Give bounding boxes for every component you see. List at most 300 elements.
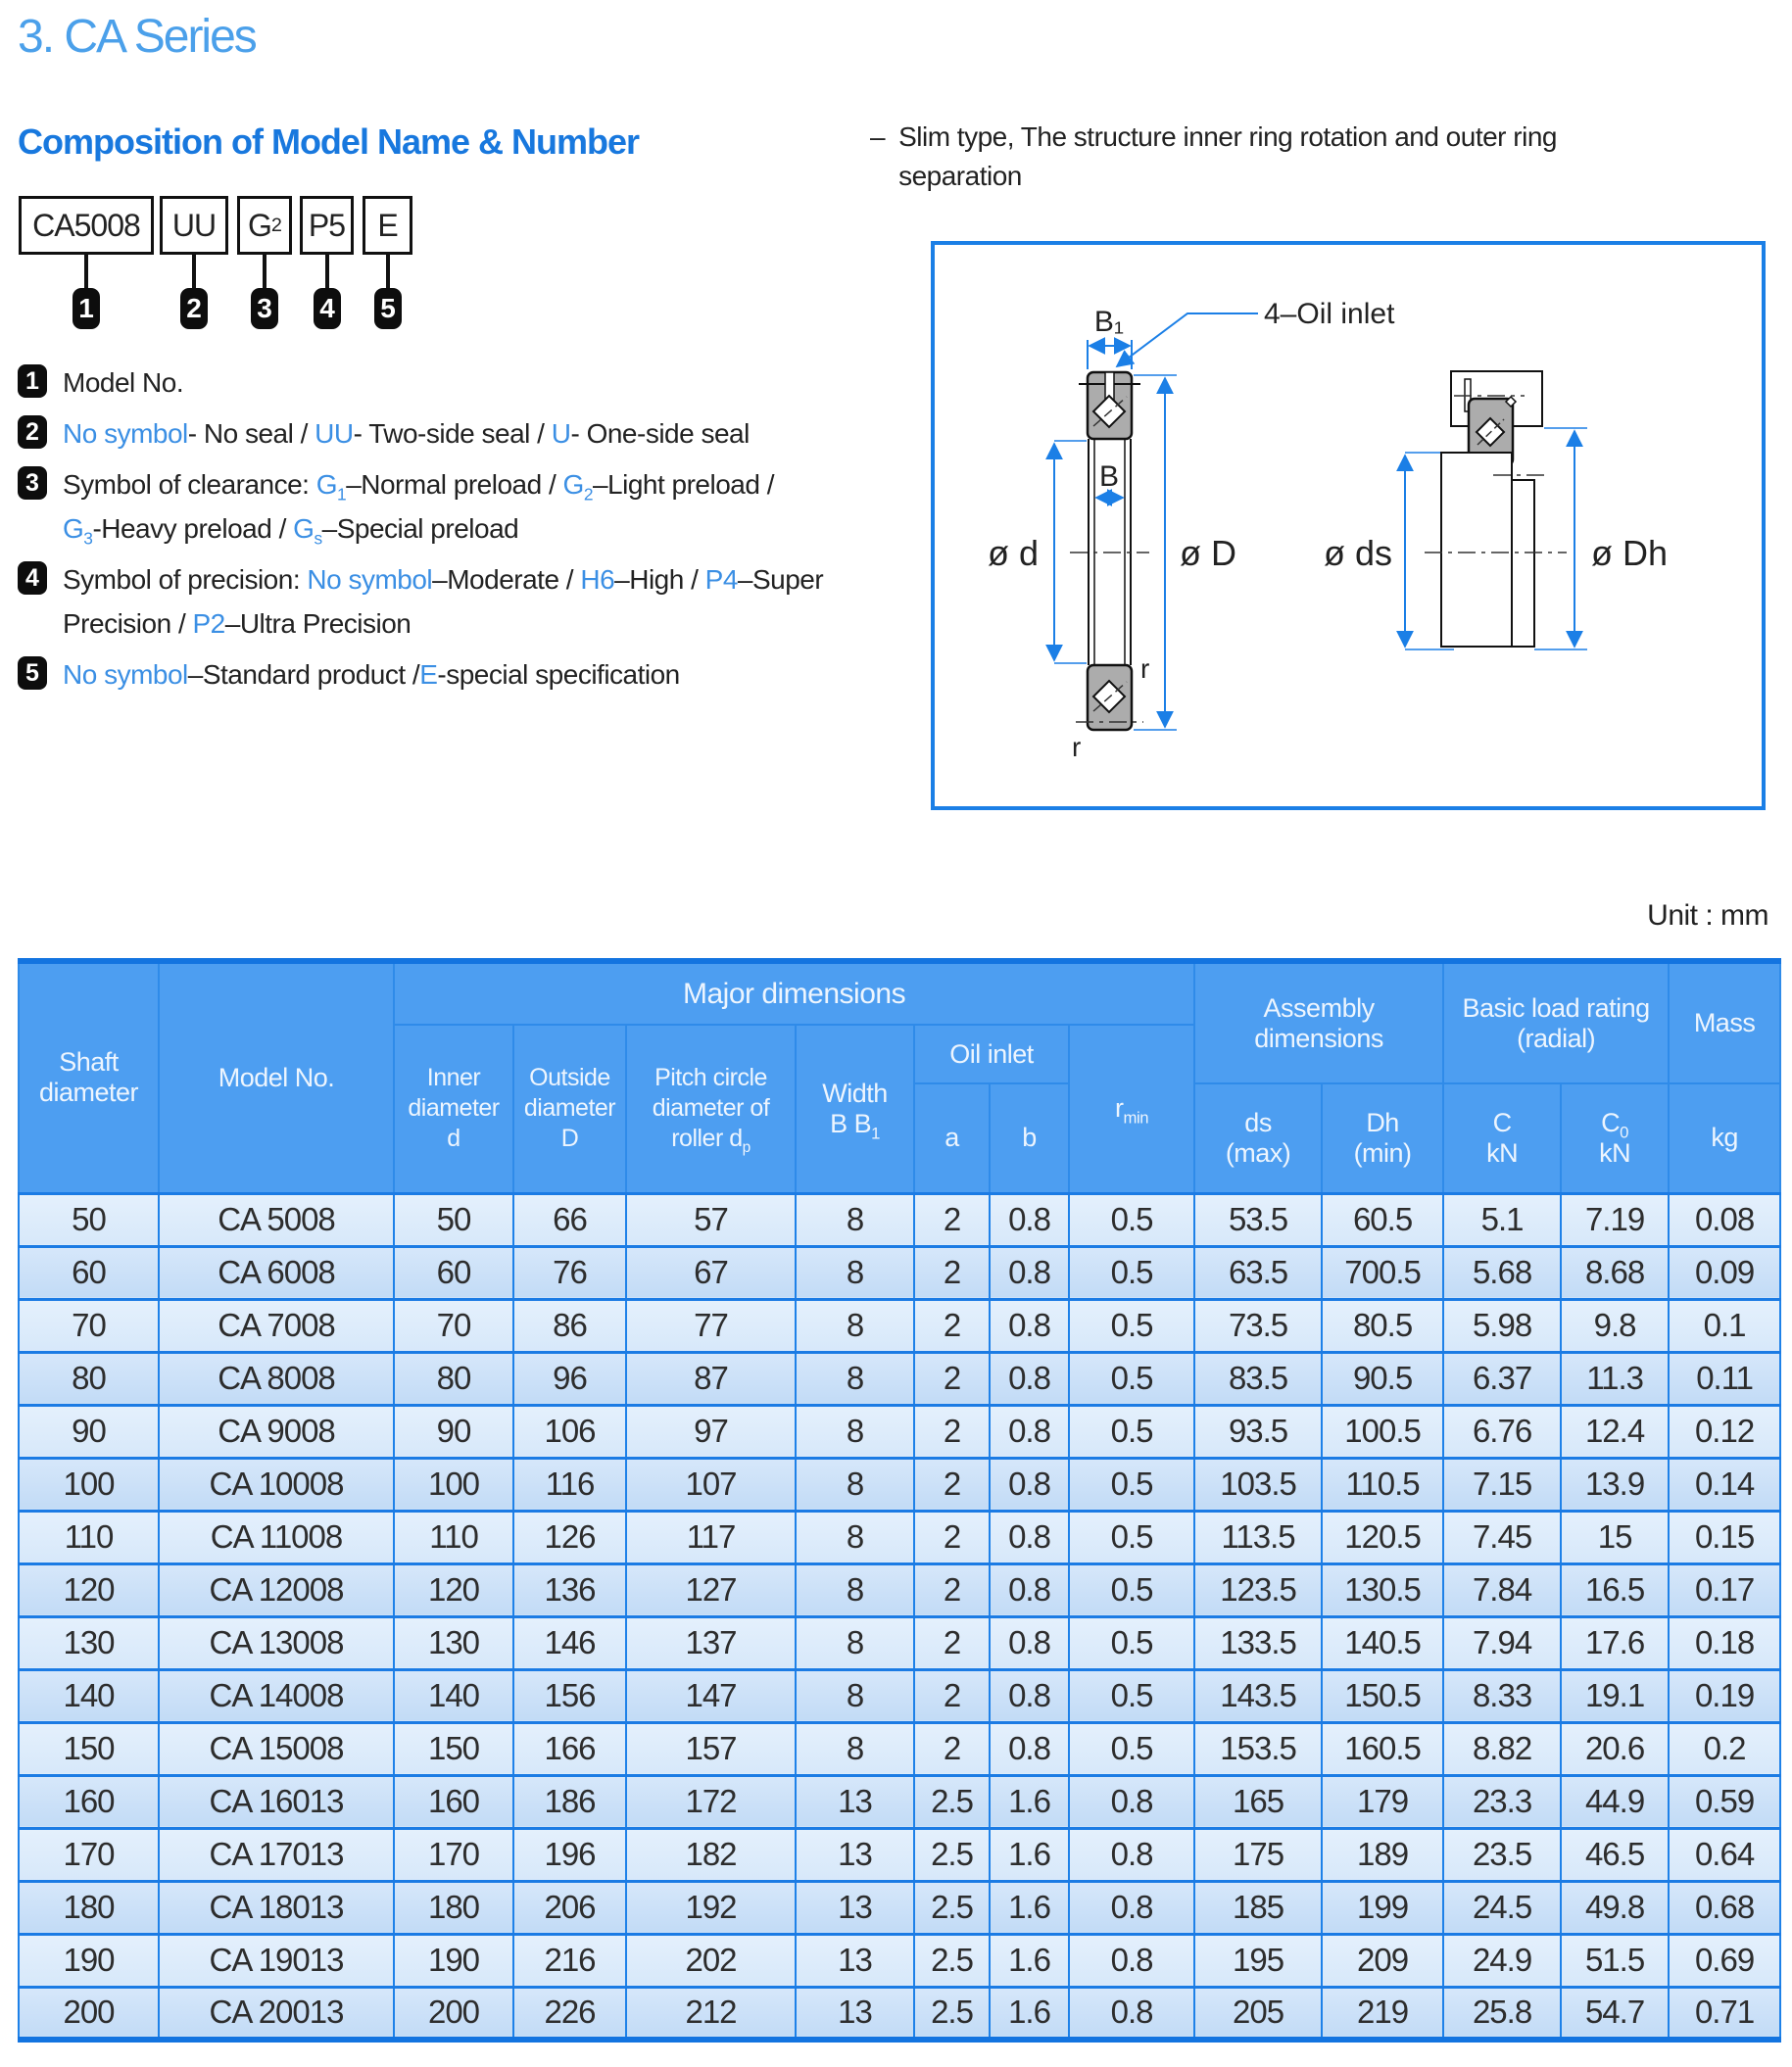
r-fillet-label-bottom: r — [1072, 732, 1082, 762]
cell: CA 20013 — [159, 1987, 394, 2040]
cell: 0.14 — [1669, 1458, 1780, 1511]
bearing-diagram-svg — [935, 245, 1760, 804]
cell: 17.6 — [1561, 1616, 1669, 1669]
cell: 13 — [796, 1881, 914, 1934]
cell: 11.3 — [1561, 1352, 1669, 1405]
cell: CA 12008 — [159, 1563, 394, 1616]
spec-table-body — [19, 1193, 1780, 2040]
cell: 0.59 — [1669, 1775, 1780, 1828]
cell: 0.8 — [990, 1563, 1069, 1616]
col-header-outside-diameter: Outside diameter D — [513, 1025, 626, 1193]
cell: 120 — [394, 1563, 513, 1616]
cell: 8 — [796, 1299, 914, 1352]
cell: 170 — [394, 1828, 513, 1881]
cell: 67 — [626, 1246, 796, 1299]
group-header-assembly-dimensions: Assembly dimensions — [1194, 961, 1443, 1083]
cell: CA 16013 — [159, 1775, 394, 1828]
cell: CA 10008 — [159, 1458, 394, 1511]
cell: 8 — [796, 1616, 914, 1669]
cell: 170 — [19, 1828, 159, 1881]
cell: 57 — [626, 1193, 796, 1246]
table-row — [19, 1352, 1780, 1405]
cell: 5.1 — [1443, 1193, 1561, 1246]
cell: 0.8 — [1069, 1881, 1194, 1934]
cell: 2.5 — [914, 1881, 990, 1934]
col-header-inner-diameter: Inner diameter d — [394, 1025, 513, 1193]
cell: 6.37 — [1443, 1352, 1561, 1405]
cell: 2 — [914, 1193, 990, 1246]
cell: 0.64 — [1669, 1828, 1780, 1881]
cell: 0.5 — [1069, 1616, 1194, 1669]
cell: 70 — [394, 1299, 513, 1352]
unit-label: Unit : mm — [1647, 899, 1768, 932]
cell: 160 — [19, 1775, 159, 1828]
number-badge-1: 1 — [73, 288, 100, 329]
cell: 73.5 — [1194, 1299, 1322, 1352]
cell: 0.5 — [1069, 1352, 1194, 1405]
cell: 199 — [1322, 1881, 1443, 1934]
number-badge-5: 5 — [374, 288, 402, 329]
cell: 0.8 — [1069, 1775, 1194, 1828]
cell: 150 — [19, 1722, 159, 1775]
cell: 190 — [19, 1934, 159, 1987]
cell: 0.8 — [990, 1669, 1069, 1722]
composition-notes — [18, 361, 899, 703]
cell: CA 6008 — [159, 1246, 394, 1299]
b1-dimension-label: B₁ — [1093, 306, 1125, 338]
cell: 2 — [914, 1669, 990, 1722]
cell: 0.69 — [1669, 1934, 1780, 1987]
cell: 70 — [19, 1299, 159, 1352]
cell: 60 — [19, 1246, 159, 1299]
cell: 8 — [796, 1193, 914, 1246]
r-fillet-label-top: r — [1140, 653, 1150, 684]
cell: 106 — [513, 1405, 626, 1458]
cell: 0.08 — [1669, 1193, 1780, 1246]
cell: 1.6 — [990, 1934, 1069, 1987]
col-header-kg: kg — [1669, 1083, 1780, 1193]
cell: 46.5 — [1561, 1828, 1669, 1881]
cell: 0.11 — [1669, 1352, 1780, 1405]
cell: 110 — [394, 1511, 513, 1563]
number-badge-4: 4 — [314, 288, 341, 329]
cell: 0.68 — [1669, 1881, 1780, 1934]
number-badge-2: 2 — [180, 288, 208, 329]
cell: 7.19 — [1561, 1193, 1669, 1246]
cell: 120.5 — [1322, 1511, 1443, 1563]
cell: 200 — [19, 1987, 159, 2040]
cell: CA 13008 — [159, 1616, 394, 1669]
cell: 146 — [513, 1616, 626, 1669]
cell: 196 — [513, 1828, 626, 1881]
cell: CA 14008 — [159, 1669, 394, 1722]
cell: CA 5008 — [159, 1193, 394, 1246]
cell: 50 — [394, 1193, 513, 1246]
cell: 13 — [796, 1934, 914, 1987]
cell: 136 — [513, 1563, 626, 1616]
note-badge-2: 2 — [18, 415, 47, 449]
cell: 8 — [796, 1352, 914, 1405]
cell: CA 15008 — [159, 1722, 394, 1775]
cell: 140 — [19, 1669, 159, 1722]
cell: 8 — [796, 1246, 914, 1299]
cell: 160.5 — [1322, 1722, 1443, 1775]
big-d-dimension-label: ø D — [1180, 533, 1236, 573]
cell: 13.9 — [1561, 1458, 1669, 1511]
cell: 15 — [1561, 1511, 1669, 1563]
cell: 8 — [796, 1669, 914, 1722]
note-badge-3: 3 — [18, 466, 47, 500]
cell: 100.5 — [1322, 1405, 1443, 1458]
page-title: 3. CA Series — [18, 11, 256, 63]
cell: 8 — [796, 1511, 914, 1563]
cell: 5.98 — [1443, 1299, 1561, 1352]
cell: 113.5 — [1194, 1511, 1322, 1563]
cell: 0.2 — [1669, 1722, 1780, 1775]
cell: 24.9 — [1443, 1934, 1561, 1987]
cell: 8 — [796, 1722, 914, 1775]
model-code-box-2: UU — [160, 196, 228, 255]
cell: 6.76 — [1443, 1405, 1561, 1458]
cell: 110 — [19, 1511, 159, 1563]
cell: 195 — [1194, 1934, 1322, 1987]
cell: 147 — [626, 1669, 796, 1722]
cell: 66 — [513, 1193, 626, 1246]
cell: 216 — [513, 1934, 626, 1987]
cell: 0.5 — [1069, 1193, 1194, 1246]
cell: 130 — [394, 1616, 513, 1669]
cell: 0.8 — [990, 1405, 1069, 1458]
cell: 209 — [1322, 1934, 1443, 1987]
cell: 2.5 — [914, 1775, 990, 1828]
cell: 0.5 — [1069, 1563, 1194, 1616]
cell: 0.8 — [990, 1722, 1069, 1775]
cell: 7.15 — [1443, 1458, 1561, 1511]
cell: 51.5 — [1561, 1934, 1669, 1987]
cell: 202 — [626, 1934, 796, 1987]
table-row — [19, 1458, 1780, 1511]
cell: 23.3 — [1443, 1775, 1561, 1828]
col-header-b: b — [990, 1083, 1069, 1193]
cell: 0.8 — [1069, 1934, 1194, 1987]
cell: 0.1 — [1669, 1299, 1780, 1352]
table-row — [19, 1616, 1780, 1669]
col-header-model-no: Model No. — [159, 961, 394, 1193]
cell: 117 — [626, 1511, 796, 1563]
table-header — [19, 961, 1780, 1193]
table-row — [19, 1828, 1780, 1881]
cell: 8 — [796, 1405, 914, 1458]
b-dimension-label: B — [1098, 460, 1120, 493]
cell: 0.8 — [1069, 1987, 1194, 2040]
table-row — [19, 1511, 1780, 1563]
cell: 153.5 — [1194, 1722, 1322, 1775]
connector-line-1 — [84, 255, 88, 288]
cell: 0.19 — [1669, 1669, 1780, 1722]
note-badge-4: 4 — [18, 561, 47, 595]
cell: 13 — [796, 1828, 914, 1881]
cell: 206 — [513, 1881, 626, 1934]
table-row — [19, 1669, 1780, 1722]
cell: 0.8 — [990, 1458, 1069, 1511]
note-item-4 — [18, 557, 899, 646]
connector-line-2 — [192, 255, 196, 288]
cell: 179 — [1322, 1775, 1443, 1828]
cell: CA 17013 — [159, 1828, 394, 1881]
model-code-box-5: E — [363, 196, 412, 255]
table-row — [19, 1722, 1780, 1775]
cell: 190 — [394, 1934, 513, 1987]
cell: 12.4 — [1561, 1405, 1669, 1458]
table-row — [19, 1775, 1780, 1828]
cell: 130.5 — [1322, 1563, 1443, 1616]
note-text-1: Model No. — [63, 367, 184, 398]
cell: 2 — [914, 1722, 990, 1775]
cell: 0.71 — [1669, 1987, 1780, 2040]
note-text-3: Symbol of clearance: $G_1$–Normal preload / $G_2$–Light preload / $G_3$-Heavy preload / $G_s$–Special preload — [63, 469, 775, 549]
cell: 16.5 — [1561, 1563, 1669, 1616]
cell: 123.5 — [1194, 1563, 1322, 1616]
cell: 185 — [1194, 1881, 1322, 1934]
cell: 100 — [394, 1458, 513, 1511]
cell: 8 — [796, 1458, 914, 1511]
col-header-pitch-circle-diameter: Pitch circle diameter of roller $d_p$ — [626, 1025, 796, 1193]
cell: 2 — [914, 1563, 990, 1616]
note-text: Slim type, The structure inner ring rotation and outer ring separation — [898, 121, 1557, 191]
cell: 180 — [19, 1881, 159, 1934]
cell: CA 19013 — [159, 1934, 394, 1987]
cell: CA 18013 — [159, 1881, 394, 1934]
cell: 219 — [1322, 1987, 1443, 2040]
col-header-width: Width B $B_1$ — [796, 1025, 914, 1193]
cell: 53.5 — [1194, 1193, 1322, 1246]
bearing-spec-table — [18, 958, 1781, 2043]
cell: CA 9008 — [159, 1405, 394, 1458]
cell: 2 — [914, 1511, 990, 1563]
cell: 20.6 — [1561, 1722, 1669, 1775]
note-text-5: No symbol–Standard product /E-special specification — [63, 659, 680, 690]
cell: 150.5 — [1322, 1669, 1443, 1722]
cell: 165 — [1194, 1775, 1322, 1828]
model-code-box-4: P5 — [300, 196, 354, 255]
cell: 160 — [394, 1775, 513, 1828]
cell: 0.8 — [1069, 1828, 1194, 1881]
cell: 60.5 — [1322, 1193, 1443, 1246]
col-header-dh-min: Dh (min) — [1322, 1083, 1443, 1193]
note-text-2: No symbol- No seal / UU- Two-side seal / U- One-side seal — [63, 418, 750, 449]
cell: 7.94 — [1443, 1616, 1561, 1669]
table-row — [19, 1881, 1780, 1934]
cell: 182 — [626, 1828, 796, 1881]
model-code-box-3: G 2 — [237, 196, 292, 255]
spec-table-container — [18, 958, 1781, 2043]
cell: 0.8 — [990, 1246, 1069, 1299]
cell: 0.8 — [990, 1299, 1069, 1352]
cell: 200 — [394, 1987, 513, 2040]
cell: 0.5 — [1069, 1722, 1194, 1775]
cell: 0.15 — [1669, 1511, 1780, 1563]
cell: 0.8 — [990, 1352, 1069, 1405]
model-code-box-1: CA5008 — [19, 196, 154, 255]
cell: 700.5 — [1322, 1246, 1443, 1299]
cell: 9.8 — [1561, 1299, 1669, 1352]
cell: 2 — [914, 1246, 990, 1299]
cell: CA 11008 — [159, 1511, 394, 1563]
note-dash: – — [870, 121, 886, 152]
table-row — [19, 1563, 1780, 1616]
cell: 166 — [513, 1722, 626, 1775]
cell: 186 — [513, 1775, 626, 1828]
col-header-ds-max: ds (max) — [1194, 1083, 1322, 1193]
cell: 133.5 — [1194, 1616, 1322, 1669]
note-item-3 — [18, 462, 899, 551]
cell: 172 — [626, 1775, 796, 1828]
cell: 2 — [914, 1405, 990, 1458]
cell: 93.5 — [1194, 1405, 1322, 1458]
col-header-a: a — [914, 1083, 990, 1193]
cell: 0.5 — [1069, 1669, 1194, 1722]
table-row — [19, 1193, 1780, 1246]
cell: 7.84 — [1443, 1563, 1561, 1616]
cell: 60 — [394, 1246, 513, 1299]
col-header-c0-kn: $C_0$ kN — [1561, 1083, 1669, 1193]
cell: 76 — [513, 1246, 626, 1299]
cell: 150 — [394, 1722, 513, 1775]
cell: 110.5 — [1322, 1458, 1443, 1511]
cell: 120 — [19, 1563, 159, 1616]
cell: 0.5 — [1069, 1405, 1194, 1458]
cell: 80.5 — [1322, 1299, 1443, 1352]
cell: 2 — [914, 1299, 990, 1352]
cell: 86 — [513, 1299, 626, 1352]
note-badge-1: 1 — [18, 364, 47, 398]
col-header-c-kn: C kN — [1443, 1083, 1561, 1193]
cell: 2 — [914, 1352, 990, 1405]
cell: 63.5 — [1194, 1246, 1322, 1299]
cell: 23.5 — [1443, 1828, 1561, 1881]
cell: 7.45 — [1443, 1511, 1561, 1563]
cell: 90 — [19, 1405, 159, 1458]
cell: 126 — [513, 1511, 626, 1563]
cell: 0.09 — [1669, 1246, 1780, 1299]
cell: 8 — [796, 1563, 914, 1616]
cell: 0.17 — [1669, 1563, 1780, 1616]
cell: 0.8 — [990, 1193, 1069, 1246]
cell: 1.6 — [990, 1987, 1069, 2040]
cell: 2.5 — [914, 1987, 990, 2040]
cell: 140.5 — [1322, 1616, 1443, 1669]
cell: 0.8 — [990, 1511, 1069, 1563]
cell: 103.5 — [1194, 1458, 1322, 1511]
slim-type-note — [870, 118, 1615, 196]
cell: 1.6 — [990, 1828, 1069, 1881]
cell: 25.8 — [1443, 1987, 1561, 2040]
table-row — [19, 1934, 1780, 1987]
cell: 100 — [19, 1458, 159, 1511]
cell: 0.5 — [1069, 1246, 1194, 1299]
number-badge-3: 3 — [251, 288, 278, 329]
cell: CA 7008 — [159, 1299, 394, 1352]
cell: 1.6 — [990, 1775, 1069, 1828]
cell: 44.9 — [1561, 1775, 1669, 1828]
cell: 13 — [796, 1987, 914, 2040]
cell: 87 — [626, 1352, 796, 1405]
cell: 2.5 — [914, 1934, 990, 1987]
cell: CA 8008 — [159, 1352, 394, 1405]
cell: 5.68 — [1443, 1246, 1561, 1299]
col-header-r-min: $r_{min}$ — [1069, 1025, 1194, 1193]
cell: 157 — [626, 1722, 796, 1775]
note-badge-5: 5 — [18, 656, 47, 690]
cell: 90.5 — [1322, 1352, 1443, 1405]
note-item-2 — [18, 411, 899, 456]
table-row — [19, 1299, 1780, 1352]
cell: 80 — [19, 1352, 159, 1405]
cell: 226 — [513, 1987, 626, 2040]
cell: 8.82 — [1443, 1722, 1561, 1775]
cell: 0.5 — [1069, 1299, 1194, 1352]
cell: 83.5 — [1194, 1352, 1322, 1405]
cell: 24.5 — [1443, 1881, 1561, 1934]
cell: 80 — [394, 1352, 513, 1405]
section-title: Composition of Model Name & Number — [18, 121, 640, 162]
cell: 2 — [914, 1458, 990, 1511]
note-item-1 — [18, 361, 899, 405]
cell: 127 — [626, 1563, 796, 1616]
cell: 2.5 — [914, 1828, 990, 1881]
cell: 96 — [513, 1352, 626, 1405]
cell: 212 — [626, 1987, 796, 2040]
connector-line-5 — [386, 255, 390, 288]
cell: 0.5 — [1069, 1511, 1194, 1563]
oil-inlet-label: 4–Oil inlet — [1264, 298, 1395, 330]
cell: 1.6 — [990, 1881, 1069, 1934]
bearing-cross-section-diagram — [931, 241, 1766, 810]
group-header-oil-inlet: Oil inlet — [914, 1025, 1069, 1083]
connector-line-4 — [325, 255, 329, 288]
cell: 0.12 — [1669, 1405, 1780, 1458]
cell: 90 — [394, 1405, 513, 1458]
ds-dimension-label: ø ds — [1323, 533, 1393, 573]
cell: 13 — [796, 1775, 914, 1828]
cell: 54.7 — [1561, 1987, 1669, 2040]
cell: 0.18 — [1669, 1616, 1780, 1669]
cell: 130 — [19, 1616, 159, 1669]
cell: 49.8 — [1561, 1881, 1669, 1934]
cell: 97 — [626, 1405, 796, 1458]
cell: 50 — [19, 1193, 159, 1246]
connector-line-3 — [263, 255, 266, 288]
d-dimension-label: ø d — [987, 533, 1040, 573]
col-header-shaft-diameter: Shaft diameter — [19, 961, 159, 1193]
cell: 116 — [513, 1458, 626, 1511]
dh-dimension-label: ø Dh — [1590, 533, 1669, 573]
cell: 192 — [626, 1881, 796, 1934]
group-header-basic-load-rating: Basic load rating (radial) — [1443, 961, 1669, 1083]
cell: 0.5 — [1069, 1458, 1194, 1511]
cell: 175 — [1194, 1828, 1322, 1881]
cell: 8.68 — [1561, 1246, 1669, 1299]
note-text-4: Symbol of precision: No symbol–Moderate / H6–High / P4–Super Precision / P2–Ultra Precision — [63, 564, 824, 639]
cell: 8.33 — [1443, 1669, 1561, 1722]
cell: 180 — [394, 1881, 513, 1934]
cell: 19.1 — [1561, 1669, 1669, 1722]
table-row — [19, 1246, 1780, 1299]
note-item-5 — [18, 652, 899, 697]
cell: 107 — [626, 1458, 796, 1511]
cell: 143.5 — [1194, 1669, 1322, 1722]
cell: 137 — [626, 1616, 796, 1669]
